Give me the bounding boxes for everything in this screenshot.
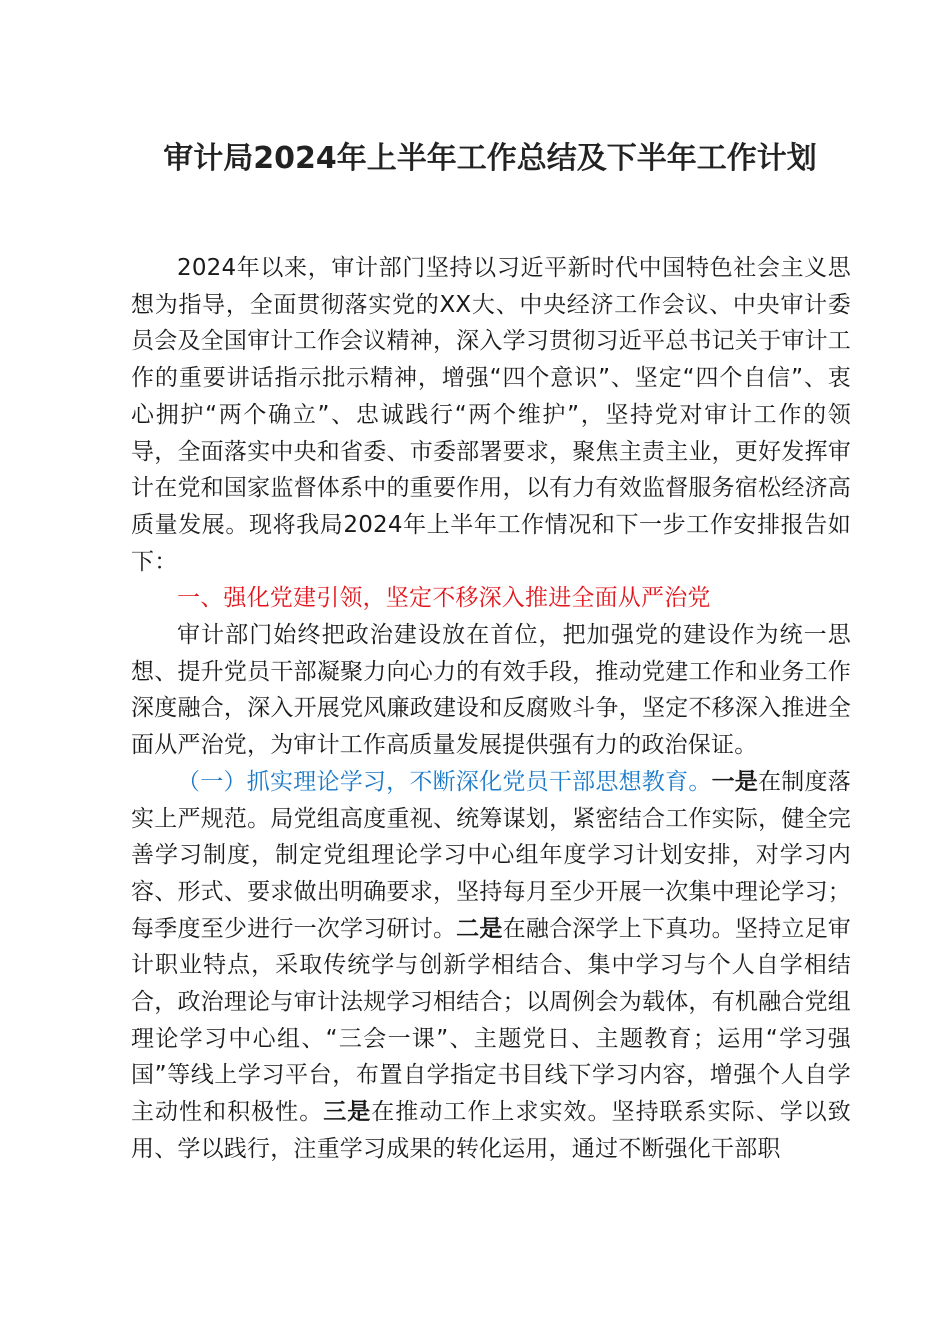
subsection-heading-1: （一）抓实理论学习，不断深化党员干部思想教育。 [177, 768, 712, 795]
point-text-1: 在制度落实上严规范。局党组高度重视、统筹谋划，紧密结合工作实际，健全完善学习制度，制定党组理论学习中心组年度学习计划安排，对学习内容、形式、要求做出明确要求，坚持每月至少开展一次集中理论学习；每季度至少进行一次学习研讨。 [131, 768, 851, 942]
point-lead-3: 三是 [323, 1099, 372, 1126]
point-text-3: 在推动工作上求实效。坚持联系实际、学以致用、学以践行，注重学习成果的转化运用，通过不断强化干部职 [131, 1099, 851, 1162]
point-text-2: 在融合深学上下真功。坚持立足审计职业特点，采取传统学与创新学相结合、集中学习与个人自学相结合，政治理论与审计法规学习相结合；以周例会为载体，有机融合党组理论学习中心组、“三会一课”、主题党日、主题教育；运用“学习强国”等线上学习平台，布置自学指定书目线下学习内容，增强个人自学主动性和积极性。 [131, 915, 851, 1126]
section-1-paragraph: 审计部门始终把政治建设放在首位，把加强党的建设作为统一思想、提升党员干部凝聚力向心力的有效手段，推动党建工作和业务工作深度融合，深入开展党风廉政建设和反腐败斗争，坚定不移深入推进全面从严治党，为审计工作高质量发展提供强有力的政治保证。 [131, 622, 851, 759]
document-title: 审计局2024年上半年工作总结及下半年工作计划 [163, 141, 817, 176]
intro-paragraph: 2024年以来，审计部门坚持以习近平新时代中国特色社会主义思想为指导，全面贯彻落实党的XX大、中央经济工作会议、中央审计委员会及全国审计工作会议精神，深入学习贯彻习近平总书记关于审计工作的重要讲话指示批示精神，增强“四个意识”、坚定“四个自信”、衷心拥护“两个确立”、忠诚践行“两个维护”，坚持党对审计工作的领导，全面落实中央和省委、市委部署要求，聚焦主责主业，更好发挥审计在党和国家监督体系中的重要作用，以有力有效监督服务宿松经济高质量发展。现将我局2024年上半年工作情况和下一步工作安排报告如下： [131, 255, 851, 575]
point-lead-1: 一是 [711, 768, 759, 795]
section-heading-1: 一、强化党建引领，坚定不移深入推进全面从严治党 [177, 585, 711, 612]
point-lead-2: 二是 [456, 915, 503, 942]
subsection-1-paragraph [131, 764, 851, 1168]
document-body [131, 250, 851, 1168]
